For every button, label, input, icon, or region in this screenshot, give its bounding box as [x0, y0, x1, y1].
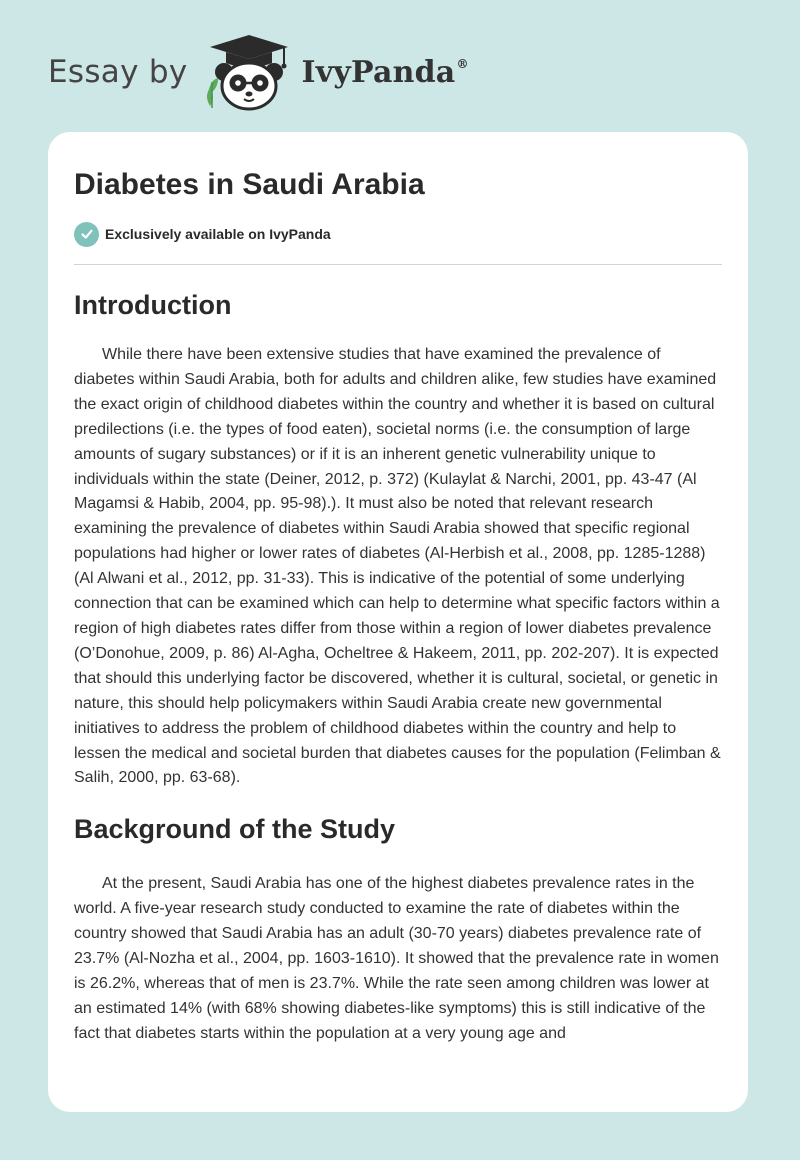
- site-header: [48, 32, 469, 112]
- essay-card: [48, 132, 748, 1112]
- section-paragraph-introduction: While there have been extensive studies that have examined the prevalence of diabetes within Saudi Arabia, both for adults and children alike, few studies have examined the exact origin of childhood diabetes within the country and whether it is based on cultural predilections (i.e. the types of food eaten), societal norms (i.e. the consumption of large amounts of sugary substances) or if it is an inherent genetic vulnerability unique to individuals within the state (Deiner, 2012, p. 372) (Kulaylat & Narchi, 2001, pp. 43-47 (Al Magamsi & Habib, 2004, pp. 95-98).). It must also be noted that relevant research examining the prevalence of diabetes within Saudi Arabia showed that specific regional populations had higher or lower rates of diabetes (Al-Herbish et al., 2008, pp. 1285-1288) (Al Alwani et al., 2012, pp. 31-33). This is indicative of the potential of some underlying connection that can be examined which can help to determine what specific factors within a region of high diabetes rates differ from those within a region of lower diabetes prevalence (O’Donohue, 2009, p. 86) Al-Agha, Ocheltree & Hakeem, 2011, pp. 202-207). It is expected that should this underlying factor be discovered, whether it is cultural, societal, or genetic in nature, this should help policymakers within Saudi Arabia create new governmental initiatives to address the problem of childhood diabetes within the country and help to lessen the medical and societal burden that diabetes causes for the population (Felimban & Salih, 2000, pp. 63-68).: [74, 346, 721, 787]
- brand-name[interactable]: IvyPanda®: [301, 54, 469, 90]
- exclusive-label: Exclusively available on IvyPanda: [105, 226, 331, 242]
- exclusive-badge: [74, 221, 722, 247]
- panda-graduate-icon[interactable]: [202, 32, 296, 112]
- section-paragraph-background: At the present, Saudi Arabia has one of the highest diabetes prevalence rates in the world. A five-year research study conducted to examine the rate of diabetes within the country showed that Saudi Arabia has an adult (30-70 years) diabetes prevalence rate of 23.7% (Al-Nozha et al., 2004, pp. 1603-1610). It showed that the prevalence rate in women is 26.2%, whereas that of men is 23.7%. While the rate seen among children was lower at an estimated 14% (with 68% showing diabetes-like symptoms) this is still indicative of the fact that diabetes starts within the population at a very young age and: [74, 875, 719, 1042]
- divider: [74, 264, 722, 265]
- section-heading-background: Background of the Study: [74, 814, 396, 845]
- registered-mark: ®: [456, 56, 469, 71]
- essay-by-label: Essay by: [48, 54, 188, 90]
- section-heading-introduction: Introduction: [74, 290, 232, 320]
- page-title: Diabetes in Saudi Arabia: [74, 168, 425, 201]
- check-circle-icon: [74, 222, 99, 247]
